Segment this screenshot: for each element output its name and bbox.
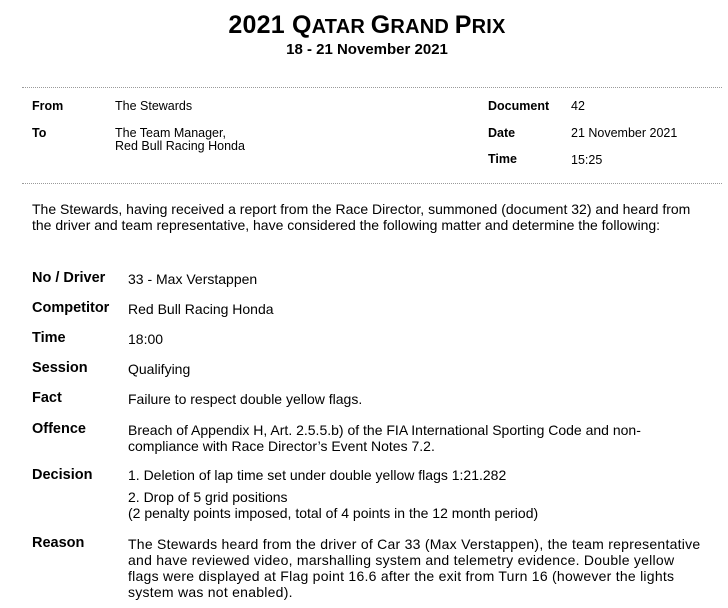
decision-label: Decision (32, 467, 93, 483)
competitor-label: Competitor (32, 300, 110, 316)
decision-item-2: 2. Drop of 5 grid positions (128, 489, 288, 505)
reason-value: The Stewards heard from the driver of Car 33 (Max Verstappen), the team representative and have reviewed video, marshalling system and telemetry evidence. Double yellow flags were displayed at Flag point 16.6 after the exit from Turn 16 (however the lights system was not enabled). (128, 536, 701, 600)
driver-label: No / Driver (32, 270, 106, 286)
document-label: Document (488, 99, 550, 113)
decision-value (128, 467, 712, 521)
intro-paragraph: The Stewards, having received a report from the Race Director, summoned (document 32) and heard from the driver and team representative, have considered the following matter and determine the following: (32, 201, 691, 233)
date-value: 21 November 2021 (571, 126, 678, 140)
top-divider (22, 87, 722, 88)
fact-value: Failure to respect double yellow flags. (128, 391, 363, 407)
competitor-value: Red Bull Racing Honda (128, 301, 274, 317)
event-dates: 18 - 21 November 2021 (286, 41, 448, 58)
time-row-value: 18:00 (128, 331, 164, 347)
decision-item-1: 1. Deletion of lap time set under double yellow flags 1:21.282 (128, 467, 507, 483)
time-label: Time (488, 152, 517, 166)
offence-label: Offence (32, 421, 86, 437)
decision-note: (2 penalty points imposed, total of 4 points in the 12 month period) (128, 505, 539, 521)
date-label: Date (488, 126, 516, 140)
session-label: Session (32, 360, 88, 376)
document-value: 42 (571, 99, 585, 113)
time-value: 15:25 (571, 153, 603, 167)
fact-label: Fact (32, 390, 62, 406)
document-title: 2021 QATAR GRAND PRIX (228, 11, 506, 39)
bottom-divider (22, 183, 722, 184)
time-row-label: Time (32, 330, 66, 346)
offence-value: Breach of Appendix H, Art. 2.5.5.b) of the FIA International Sporting Code and non-compliance with Race Director’s Event Notes 7.2. (128, 422, 641, 454)
to-value-line1: The Team Manager, (115, 126, 226, 140)
reason-label: Reason (32, 535, 85, 551)
session-value: Qualifying (128, 361, 191, 377)
from-label: From (32, 99, 64, 113)
driver-value: 33 - Max Verstappen (128, 271, 258, 287)
to-value-line2: Red Bull Racing Honda (115, 139, 245, 153)
to-label: To (32, 126, 47, 140)
from-value: The Stewards (115, 99, 193, 113)
